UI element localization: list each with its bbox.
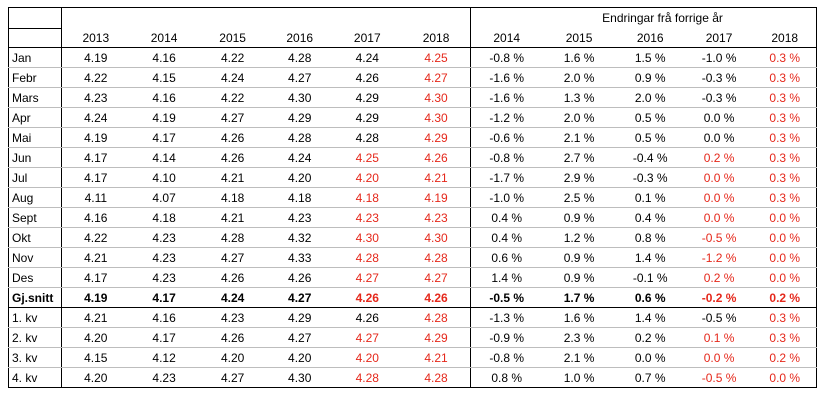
row-label: Gj.snitt: [9, 288, 62, 308]
price-cell: 4.28: [333, 128, 403, 148]
change-cell: 0.6 %: [471, 248, 543, 268]
price-cell: 4.28: [402, 368, 471, 388]
change-cell: 2.5 %: [542, 188, 616, 208]
change-cell: 0.0 %: [685, 208, 754, 228]
row-label: Mai: [9, 128, 62, 148]
price-cell: 4.32: [267, 228, 333, 248]
change-cell: 2.0 %: [542, 68, 616, 88]
change-cell: 0.2 %: [753, 348, 816, 368]
price-cell: 4.21: [61, 248, 130, 268]
year-header-2013: 2013: [61, 29, 130, 48]
price-cell: 4.23: [130, 248, 199, 268]
price-cell: 4.20: [198, 348, 267, 368]
price-cell: 4.28: [402, 308, 471, 328]
price-cell: 4.21: [198, 208, 267, 228]
price-cell: 4.19: [61, 128, 130, 148]
price-cell: 4.29: [333, 88, 403, 108]
price-cell: 4.29: [267, 108, 333, 128]
price-cell: 4.17: [61, 168, 130, 188]
price-cell: 4.27: [198, 248, 267, 268]
price-cell: 4.21: [61, 308, 130, 328]
price-cell: 4.24: [61, 108, 130, 128]
change-cell: -0.3 %: [685, 88, 754, 108]
price-cell: 4.22: [198, 48, 267, 68]
row-label: Mars: [9, 88, 62, 108]
price-cell: 4.24: [198, 68, 267, 88]
change-cell: -0.5 %: [471, 288, 543, 308]
change-cell: 0.0 %: [753, 268, 816, 288]
change-cell: 0.9 %: [542, 248, 616, 268]
quarter-row: [9, 308, 817, 328]
row-label: 3. kv: [9, 348, 62, 368]
change-cell: 0.0 %: [685, 348, 754, 368]
price-cell: 4.20: [267, 348, 333, 368]
change-cell: 1.6 %: [542, 48, 616, 68]
price-cell: 4.29: [402, 128, 471, 148]
change-cell: -1.3 %: [471, 308, 543, 328]
change-cell: 0.1 %: [616, 188, 685, 208]
price-cell: 4.25: [402, 48, 471, 68]
price-cell: 4.26: [402, 288, 471, 308]
change-cell: 1.4 %: [616, 308, 685, 328]
price-cell: 4.23: [267, 208, 333, 228]
price-cell: 4.11: [61, 188, 130, 208]
price-cell: 4.24: [198, 288, 267, 308]
change-cell: -1.2 %: [685, 248, 754, 268]
month-row: [9, 188, 817, 208]
price-cell: 4.27: [333, 268, 403, 288]
row-label: Jul: [9, 168, 62, 188]
change-cell: -0.5 %: [685, 308, 754, 328]
price-cell: 4.26: [198, 148, 267, 168]
change-cell: 0.0 %: [753, 208, 816, 228]
row-label: Aug: [9, 188, 62, 208]
price-cell: 4.28: [333, 368, 403, 388]
price-cell: 4.28: [198, 228, 267, 248]
change-cell: 0.9 %: [542, 208, 616, 228]
price-cell: 4.18: [130, 208, 199, 228]
quarter-row: [9, 328, 817, 348]
price-cell: 4.28: [267, 128, 333, 148]
price-cell: 4.26: [333, 68, 403, 88]
price-cell: 4.30: [402, 108, 471, 128]
price-cell: 4.23: [198, 308, 267, 328]
change-cell: 2.3 %: [542, 328, 616, 348]
price-cell: 4.27: [267, 68, 333, 88]
price-cell: 4.27: [267, 288, 333, 308]
price-cell: 4.20: [61, 368, 130, 388]
price-cell: 4.21: [402, 348, 471, 368]
change-cell: 1.4 %: [471, 268, 543, 288]
price-cell: 4.17: [130, 288, 199, 308]
change-cell: 2.9 %: [542, 168, 616, 188]
month-row: [9, 88, 817, 108]
change-cell: -0.5 %: [685, 228, 754, 248]
price-cell: 4.12: [130, 348, 199, 368]
price-cell: 4.27: [402, 68, 471, 88]
price-cell: 4.16: [130, 88, 199, 108]
change-cell: -1.2 %: [471, 108, 543, 128]
price-cell: 4.23: [402, 208, 471, 228]
change-cell: 0.3 %: [753, 168, 816, 188]
change-cell: -0.5 %: [685, 368, 754, 388]
change-cell: 0.3 %: [753, 88, 816, 108]
month-row: [9, 148, 817, 168]
change-cell: 0.2 %: [685, 268, 754, 288]
year-header-2015: 2015: [198, 29, 267, 48]
change-cell: 0.3 %: [753, 188, 816, 208]
price-cell: 4.27: [402, 268, 471, 288]
month-row: [9, 228, 817, 248]
price-cell: 4.22: [198, 88, 267, 108]
row-label: 1. kv: [9, 308, 62, 328]
month-row: [9, 168, 817, 188]
price-cell: 4.16: [61, 208, 130, 228]
change-cell: 1.6 %: [542, 308, 616, 328]
price-cell: 4.07: [130, 188, 199, 208]
change-cell: 1.4 %: [616, 248, 685, 268]
header-spacer: [61, 8, 402, 29]
price-cell: 4.17: [130, 128, 199, 148]
change-cell: 0.9 %: [616, 68, 685, 88]
row-label: 4. kv: [9, 368, 62, 388]
change-section-title: Endringar frå forrige år: [471, 8, 817, 29]
price-cell: 4.30: [267, 368, 333, 388]
price-cell: 4.23: [333, 208, 403, 228]
change-cell: 0.9 %: [542, 268, 616, 288]
change-cell: 1.0 %: [542, 368, 616, 388]
price-cell: 4.23: [130, 228, 199, 248]
change-cell: 0.2 %: [753, 288, 816, 308]
change-cell: -0.2 %: [685, 288, 754, 308]
month-row: [9, 68, 817, 88]
row-label: Nov: [9, 248, 62, 268]
price-cell: 4.29: [267, 308, 333, 328]
price-cell: 4.18: [333, 188, 403, 208]
price-cell: 4.30: [402, 228, 471, 248]
price-cell: 4.10: [130, 168, 199, 188]
change-cell: 0.8 %: [616, 228, 685, 248]
change-year-header-2018: 2018: [753, 29, 816, 48]
change-year-header-2017: 2017: [685, 29, 754, 48]
change-cell: -0.1 %: [616, 268, 685, 288]
price-cell: 4.20: [333, 168, 403, 188]
price-cell: 4.28: [267, 48, 333, 68]
change-cell: 0.4 %: [616, 208, 685, 228]
price-cell: 4.17: [130, 328, 199, 348]
change-cell: -0.8 %: [471, 148, 543, 168]
change-cell: 0.0 %: [753, 228, 816, 248]
month-row: [9, 208, 817, 228]
price-cell: 4.30: [333, 228, 403, 248]
change-cell: 0.0 %: [685, 128, 754, 148]
price-cell: 4.26: [198, 268, 267, 288]
change-cell: 0.1 %: [685, 328, 754, 348]
price-cell: 4.25: [333, 148, 403, 168]
change-year-header-2014: 2014: [471, 29, 543, 48]
change-cell: 0.4 %: [471, 228, 543, 248]
change-cell: 0.0 %: [685, 108, 754, 128]
header-row-years: [9, 29, 817, 48]
change-cell: 0.8 %: [471, 368, 543, 388]
month-row: [9, 268, 817, 288]
change-cell: 0.3 %: [753, 48, 816, 68]
change-cell: 1.5 %: [616, 48, 685, 68]
quarter-row: [9, 368, 817, 388]
price-cell: 4.27: [333, 328, 403, 348]
change-cell: 2.1 %: [542, 348, 616, 368]
price-cell: 4.26: [198, 328, 267, 348]
year-header-2016: 2016: [267, 29, 333, 48]
month-row: [9, 248, 817, 268]
price-cell: 4.26: [267, 268, 333, 288]
quarter-row: [9, 348, 817, 368]
change-cell: 1.2 %: [542, 228, 616, 248]
price-cell: 4.28: [333, 248, 403, 268]
change-cell: -1.0 %: [685, 48, 754, 68]
change-cell: -1.0 %: [471, 188, 543, 208]
price-cell: 4.17: [61, 148, 130, 168]
row-label: Apr: [9, 108, 62, 128]
price-cell: 4.26: [333, 308, 403, 328]
change-cell: -0.3 %: [685, 68, 754, 88]
price-cell: 4.16: [130, 48, 199, 68]
price-cell: 4.19: [61, 288, 130, 308]
change-cell: 0.3 %: [753, 308, 816, 328]
change-cell: 0.3 %: [753, 328, 816, 348]
header-row-title: [9, 8, 817, 29]
change-cell: 0.3 %: [753, 128, 816, 148]
change-cell: 2.0 %: [542, 108, 616, 128]
price-cell: 4.27: [267, 328, 333, 348]
change-cell: 0.7 %: [616, 368, 685, 388]
change-cell: 0.0 %: [685, 188, 754, 208]
change-cell: -1.6 %: [471, 88, 543, 108]
row-label: Jan: [9, 48, 62, 68]
price-cell: 4.28: [402, 248, 471, 268]
price-table: [8, 7, 817, 388]
change-cell: 0.0 %: [753, 368, 816, 388]
price-cell: 4.16: [130, 308, 199, 328]
row-label: Jun: [9, 148, 62, 168]
price-cell: 4.19: [130, 108, 199, 128]
change-cell: 0.3 %: [753, 68, 816, 88]
change-cell: 0.5 %: [616, 108, 685, 128]
change-cell: 1.7 %: [542, 288, 616, 308]
month-row: [9, 128, 817, 148]
price-cell: 4.24: [333, 48, 403, 68]
change-cell: -0.3 %: [616, 168, 685, 188]
price-cell: 4.30: [267, 88, 333, 108]
price-cell: 4.18: [267, 188, 333, 208]
change-cell: 0.0 %: [685, 168, 754, 188]
price-cell: 4.29: [402, 328, 471, 348]
price-cell: 4.23: [130, 268, 199, 288]
price-cell: 4.26: [333, 288, 403, 308]
change-cell: 0.2 %: [685, 148, 754, 168]
change-cell: -0.4 %: [616, 148, 685, 168]
row-label: Okt: [9, 228, 62, 248]
year-header-2017: 2017: [333, 29, 403, 48]
change-cell: 0.0 %: [616, 348, 685, 368]
price-cell: 4.21: [402, 168, 471, 188]
change-cell: 0.2 %: [616, 328, 685, 348]
price-cell: 4.27: [198, 108, 267, 128]
price-cell: 4.19: [61, 48, 130, 68]
price-cell: 4.27: [198, 368, 267, 388]
change-cell: 0.6 %: [616, 288, 685, 308]
row-label: Febr: [9, 68, 62, 88]
price-cell: 4.17: [61, 268, 130, 288]
price-cell: 4.29: [333, 108, 403, 128]
change-cell: 1.3 %: [542, 88, 616, 108]
month-row: [9, 48, 817, 68]
price-cell: 4.33: [267, 248, 333, 268]
change-cell: 0.5 %: [616, 128, 685, 148]
price-cell: 4.15: [61, 348, 130, 368]
change-cell: 0.3 %: [753, 148, 816, 168]
year-header-2014: 2014: [130, 29, 199, 48]
row-label: Des: [9, 268, 62, 288]
change-cell: 2.0 %: [616, 88, 685, 108]
change-cell: -0.8 %: [471, 348, 543, 368]
price-cell: 4.30: [402, 88, 471, 108]
price-cell: 4.19: [402, 188, 471, 208]
change-cell: -0.6 %: [471, 128, 543, 148]
price-cell: 4.21: [198, 168, 267, 188]
change-cell: -1.7 %: [471, 168, 543, 188]
change-cell: 0.3 %: [753, 108, 816, 128]
average-row: [9, 288, 817, 308]
change-cell: 0.4 %: [471, 208, 543, 228]
price-cell: 4.23: [130, 368, 199, 388]
corner-cell: [9, 8, 62, 29]
price-cell: 4.20: [61, 328, 130, 348]
change-year-header-2015: 2015: [542, 29, 616, 48]
change-cell: -0.8 %: [471, 48, 543, 68]
change-cell: 2.7 %: [542, 148, 616, 168]
change-year-header-2016: 2016: [616, 29, 685, 48]
price-cell: 4.20: [267, 168, 333, 188]
price-cell: 4.14: [130, 148, 199, 168]
change-cell: -0.9 %: [471, 328, 543, 348]
change-cell: 2.1 %: [542, 128, 616, 148]
change-cell: 0.0 %: [753, 248, 816, 268]
price-cell: 4.15: [130, 68, 199, 88]
price-cell: 4.24: [267, 148, 333, 168]
row-label: Sept: [9, 208, 62, 228]
price-cell: 4.26: [198, 128, 267, 148]
price-cell: 4.26: [402, 148, 471, 168]
change-cell: -1.6 %: [471, 68, 543, 88]
corner-cell-lower: [9, 29, 62, 48]
price-cell: 4.22: [61, 68, 130, 88]
year-header-2018: 2018: [402, 29, 471, 48]
row-label: 2. kv: [9, 328, 62, 348]
header-spacer-2018: [402, 8, 471, 29]
price-cell: 4.20: [333, 348, 403, 368]
price-cell: 4.23: [61, 88, 130, 108]
month-row: [9, 108, 817, 128]
price-cell: 4.22: [61, 228, 130, 248]
price-cell: 4.18: [198, 188, 267, 208]
